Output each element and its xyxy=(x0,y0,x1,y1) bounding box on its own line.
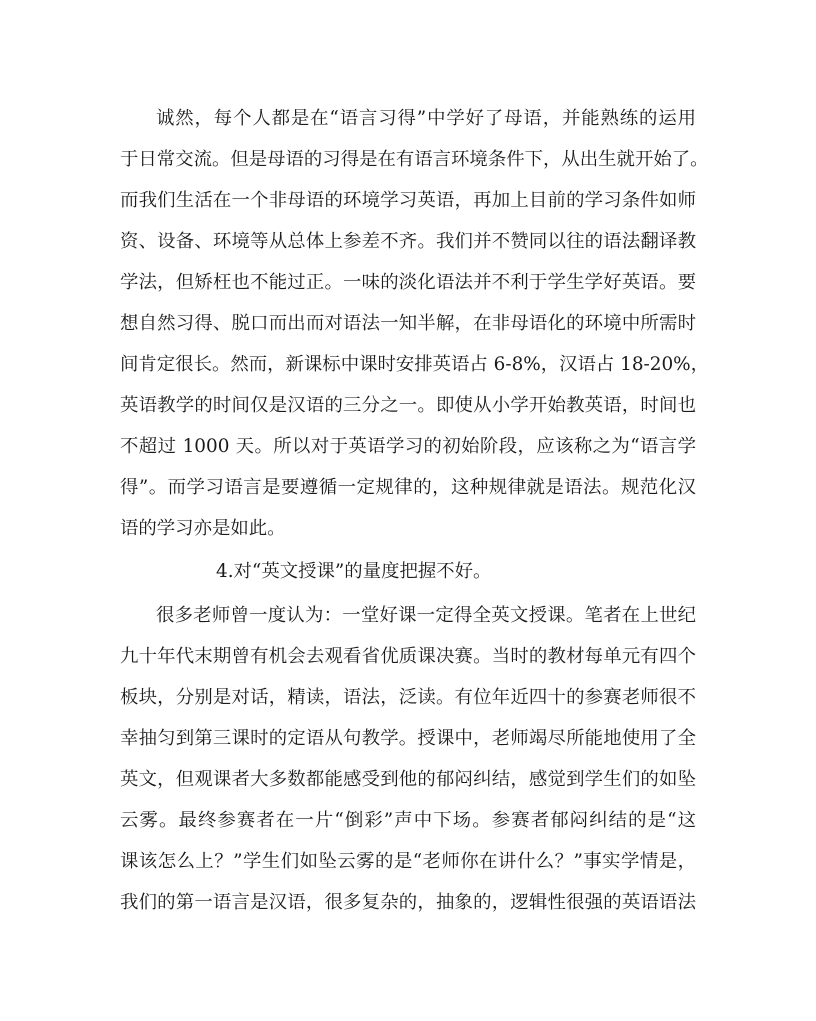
paragraph-1-line-1: 诚然，每个人都是在“语言习得”中学好了母语，并能熟练的运用 xyxy=(156,108,696,129)
paragraph-2-line-5: 英文，但观课者大多数都能感受到他的郁闷纠结，感觉到学生们的如坠 xyxy=(120,769,696,790)
paragraph-1-line-8: 英语教学的时间仅是汉语的三分之一。即使从小学开始教英语，时间也 xyxy=(120,395,696,416)
paragraph-2-line-3: 板块，分别是对话，精读，语法，泛读。有位年近四十的参赛老师很不 xyxy=(120,687,696,708)
paragraph-2-line-2: 九十年代末期曾有机会去观看省优质课决赛。当时的教材每单元有四个 xyxy=(120,646,696,667)
paragraph-1-line-2: 于日常交流。但是母语的习得是在有语言环境条件下，从出生就开始了。 xyxy=(120,149,709,170)
paragraph-1-line-9: 不超过 1000 天。所以对于英语学习的初始阶段，应该称之为“语言学 xyxy=(120,436,696,457)
paragraph-1-line-7: 间肯定很长。然而，新课标中课时安排英语占 6-8%，汉语占 18-20%， xyxy=(120,354,710,375)
section-heading: 4.对“英文授课”的量度把握不好。 xyxy=(216,561,492,582)
paragraph-2-line-7: 课该怎么上？”学生们如坠云雾的是“老师你在讲什么？”事实学情是， xyxy=(120,851,696,872)
paragraph-2-line-8: 我们的第一语言是汉语，很多复杂的，抽象的，逻辑性很强的英语语法 xyxy=(120,892,696,913)
paragraph-2-line-6: 云雾。最终参赛者在一片“倒彩”声中下场。参赛者郁闷纠结的是“这 xyxy=(120,810,696,831)
paragraph-1-line-11: 语的学习亦是如此。 xyxy=(120,518,286,539)
paragraph-1-line-10: 得”。而学习语言是要遵循一定规律的，这种规律就是语法。规范化汉 xyxy=(120,477,696,498)
paragraph-1-line-6: 想自然习得、脱口而出而对语法一知半解，在非母语化的环境中所需时 xyxy=(120,313,696,334)
paragraph-1-line-5: 学法，但矫枉也不能过正。一味的淡化语法并不利于学生学好英语。要 xyxy=(120,272,696,293)
paragraph-1-line-4: 资、设备、环境等从总体上参差不齐。我们并不赞同以往的语法翻译教 xyxy=(120,231,696,252)
paragraph-1-line-3: 而我们生活在一个非母语的环境学习英语，再加上目前的学习条件如师 xyxy=(120,190,696,211)
paragraph-2-line-1: 很多老师曾一度认为：一堂好课一定得全英文授课。笔者在上世纪 xyxy=(156,605,696,626)
paragraph-2-line-4: 幸抽匀到第三课时的定语从句教学。授课中，老师竭尽所能地使用了全 xyxy=(120,728,696,749)
